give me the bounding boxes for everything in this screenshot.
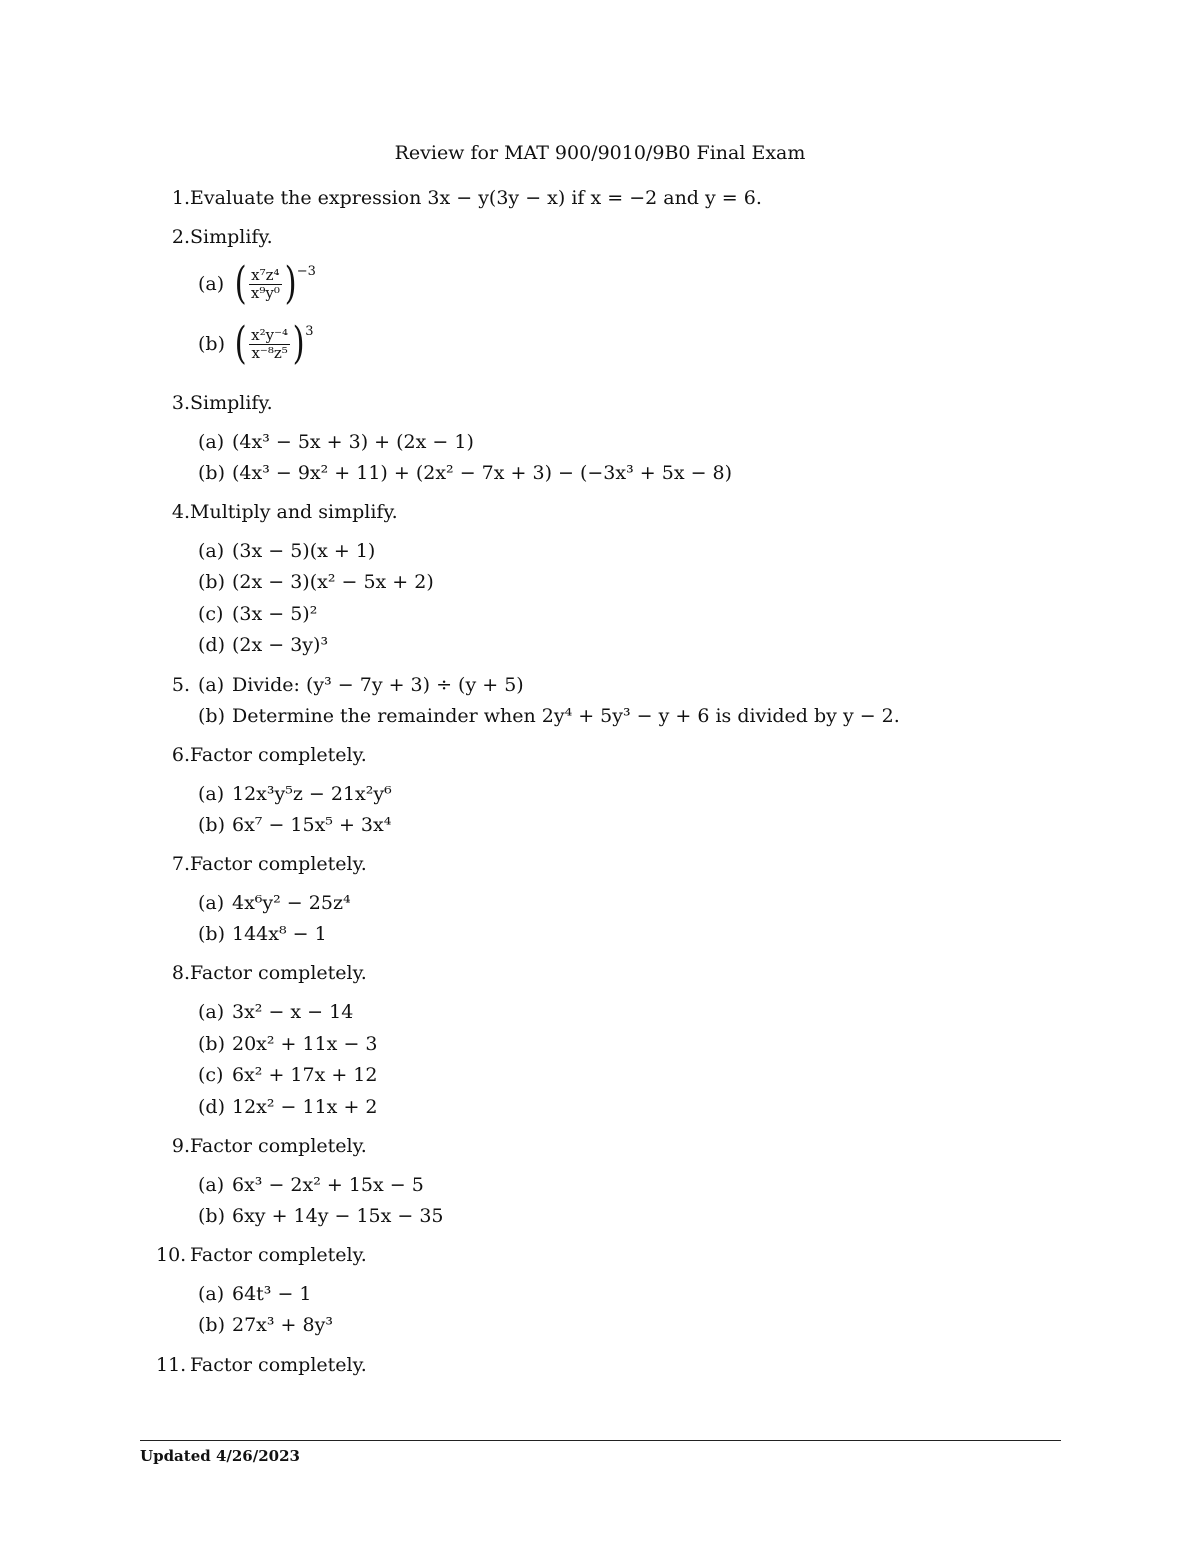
problem-7a: (a) 4x⁶y² − 25z⁴	[198, 892, 351, 914]
problem-9a: (a) 6x³ − 2x² + 15x − 5	[198, 1174, 424, 1196]
problem-4c: (c) (3x − 5)²	[198, 603, 318, 625]
footer-updated: Updated 4/26/2023	[140, 1447, 300, 1465]
problem-10a: (a) 64t³ − 1	[198, 1283, 312, 1305]
fraction: $\frac{\text{x²y⁻⁴}}{\text{x⁻⁸z⁵}}$	[251, 325, 289, 362]
exam-page: Review for MAT 900/9010/9B0 Final Exam 1. Evaluate the expression 3x − y(3y − x) if x = −2 and y = 6. 2. Simplify. (a) ( $\frac{\text{x⁷z⁴}}{\text{x⁹y⁰}}$ ) −3 (b) ( $\frac{\text{x²y⁻⁴}}{\text{x⁻⁸z⁵}}$ ) 3 3. Simplify. (a) (4x³ − 5x + 3) + (2x − 1) (b) (4x³ − 9x² + 11) + (2x² − 7x + 3) − (−3x³ + 5x − 8) 4. Multiply and simplify. (a) (3x − 5)(x + 1) (b) (2x − 3)(x² − 5x + 2) (c) (3x − 5)² (d) (2x − 3y)³ 5. (a) Divide: (y³ − 7y + 3) ÷ (y + 5) (b) Determine the remainder when 2y⁴ + 5y³ − y + 6 is divided by y − 2. 6. Factor completely. (a) 12x³y⁵z − 21x²y⁶ (b) 6x⁷ − 15x⁵ + 3x⁴ 7. Factor completely. (a) 4x⁶y² − 25z⁴ (b) 144x⁸ − 1 8. Factor completely. (a) 3x² − x − 14 (b) 20x² + 11x − 3 (c) 6x² + 17x + 12 (d) 12x² − 11x + 2 9. Factor completely. (a) 6x³ − 2x² + 15x − 5 (b) 6xy + 14y − 15x − 35 10. Factor completely. (a) 64t³ − 1 (b) 27x³ + 8y³ 11. Factor completely. Updated 4/26/2023	[0, 0, 1200, 1553]
problem-5a: (a) Divide: (y³ − 7y + 3) ÷ (y + 5)	[198, 674, 524, 696]
problem-10b: (b) 27x³ + 8y³	[198, 1314, 333, 1336]
problem-4b: (b) (2x − 3)(x² − 5x + 2)	[198, 571, 434, 593]
problem-4a: (a) (3x − 5)(x + 1)	[198, 540, 376, 562]
problem-9b: (b) 6xy + 14y − 15x − 35	[198, 1205, 444, 1227]
problem-8d: (d) 12x² − 11x + 2	[198, 1096, 378, 1118]
problem-3b: (b) (4x³ − 9x² + 11) + (2x² − 7x + 3) − (−3x³ + 5x − 8)	[198, 462, 733, 484]
problem-2b: (b) ( $\frac{\text{x²y⁻⁴}}{\text{x⁻⁸z⁵}}$ ) 3	[198, 318, 314, 369]
problem-6a: (a) 12x³y⁵z − 21x²y⁶	[198, 783, 392, 805]
problem-7b: (b) 144x⁸ − 1	[198, 923, 327, 945]
page-title: Review for MAT 900/9010/9B0 Final Exam	[394, 142, 806, 164]
problem-6b: (b) 6x⁷ − 15x⁵ + 3x⁴	[198, 814, 392, 836]
problem-8b: (b) 20x² + 11x − 3	[198, 1033, 378, 1055]
problem-3a: (a) (4x³ − 5x + 3) + (2x − 1)	[198, 431, 474, 453]
problem-5b: (b) Determine the remainder when 2y⁴ + 5y³ − y + 6 is divided by y − 2.	[198, 705, 900, 727]
problem-2a: (a) ( $\frac{\text{x⁷z⁴}}{\text{x⁹y⁰}}$ ) −3	[198, 258, 316, 309]
footer-divider	[140, 1440, 1061, 1441]
problem-8c: (c) 6x² + 17x + 12	[198, 1064, 378, 1086]
problem-4d: (d) (2x − 3y)³	[198, 634, 329, 656]
fraction: $\frac{\text{x⁷z⁴}}{\text{x⁹y⁰}}$	[250, 265, 280, 302]
problem-8a: (a) 3x² − x − 14	[198, 1001, 354, 1023]
